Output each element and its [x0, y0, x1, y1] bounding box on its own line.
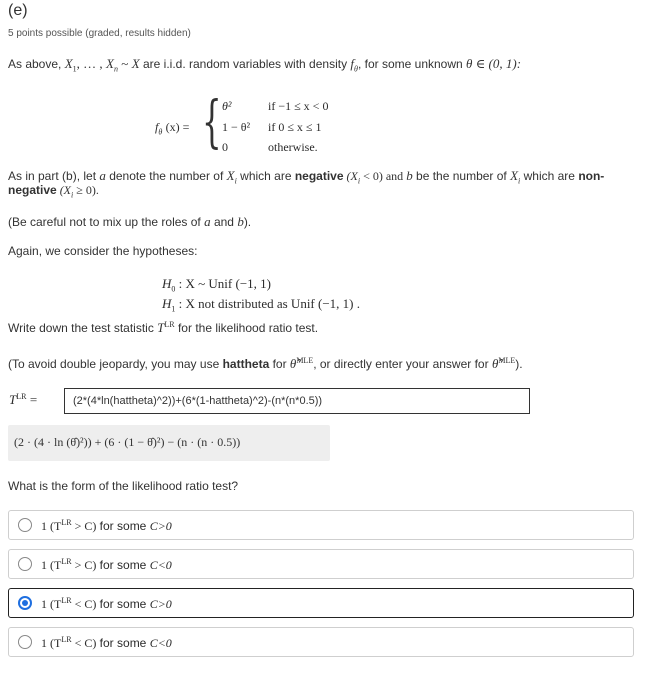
- density-lhs: $f_\theta$ (x) =: [155, 120, 190, 137]
- choice-label: 1 $(T^{LR} > C)$ for some C<0: [41, 557, 172, 572]
- var-x: X: [64, 56, 73, 71]
- radio-button[interactable]: [18, 635, 32, 649]
- math-preview: (2 · (4 · ln (θ̂)²)) + (6 · (1 − θ̂)²) − (n · (n · 0.5)): [14, 435, 241, 449]
- case-brace: {: [202, 90, 222, 155]
- careful-note: (Be careful not to mix up the roles of a and b).: [8, 214, 252, 229]
- hypothesis-h0: $H_0$ : X ~ Unif (−1, 1): [162, 276, 271, 294]
- case-value-1: θ²: [222, 99, 232, 113]
- answer-input[interactable]: [64, 388, 530, 414]
- write-prompt: Write down the test statistic $T^{LR}$ for the likelihood ratio test.: [8, 320, 319, 335]
- case-cond-2: if 0 ≤ x ≤ 1: [268, 120, 322, 134]
- radio-button-selected[interactable]: [18, 596, 32, 610]
- question-prompt: What is the form of the likelihood ratio test?: [8, 479, 239, 493]
- again-text: Again, we consider the hypotheses:: [8, 244, 198, 258]
- part-label: (e): [8, 2, 28, 19]
- case-cond-1: if −1 ≤ x < 0: [268, 99, 329, 113]
- choice-label: 1 $(T^{LR} < C)$ for some C<0: [41, 635, 172, 650]
- radio-button[interactable]: [18, 557, 32, 571]
- part-b-text: As in part (b), let a denote the number of $X_i$ which are negative $(X_i < 0)$ and b be the number of $X_i$ which are non-: [8, 168, 605, 186]
- choice-option-3[interactable]: [8, 588, 634, 618]
- case-value-3: 0: [222, 140, 228, 154]
- choice-option-2[interactable]: [8, 549, 634, 579]
- points-info: 5 points possible (graded, results hidden): [8, 28, 191, 39]
- choice-label: 1 $(T^{LR} > C)$ for some C>0: [41, 518, 172, 533]
- choice-label: 1 $(T^{LR} < C)$ for some C>0: [41, 596, 172, 611]
- choice-option-1[interactable]: [8, 510, 634, 540]
- part-b-text-2: negative $(X_i \ge 0)$.: [8, 183, 99, 200]
- avoid-note: (To avoid double jeopardy, you may use hattheta for θ̂$^{MLE}$, or directly enter your answer for θ̂$^{MLE}$).: [8, 356, 523, 371]
- answer-label: $T^{LR}$ =: [9, 392, 38, 407]
- hypothesis-h1: $H_1$ : X not distributed as Unif (−1, 1) .: [162, 296, 361, 314]
- choice-option-4[interactable]: [8, 627, 634, 657]
- case-value-2: 1 − θ²: [222, 120, 251, 134]
- radio-button[interactable]: [18, 518, 32, 532]
- case-cond-3: otherwise.: [268, 140, 318, 154]
- intro-text: As above, $X_1$, … , $X_n$ ~ X are i.i.d. random variables with density $f_\theta$, for some unknown θ ∈ (0, 1):: [8, 56, 522, 74]
